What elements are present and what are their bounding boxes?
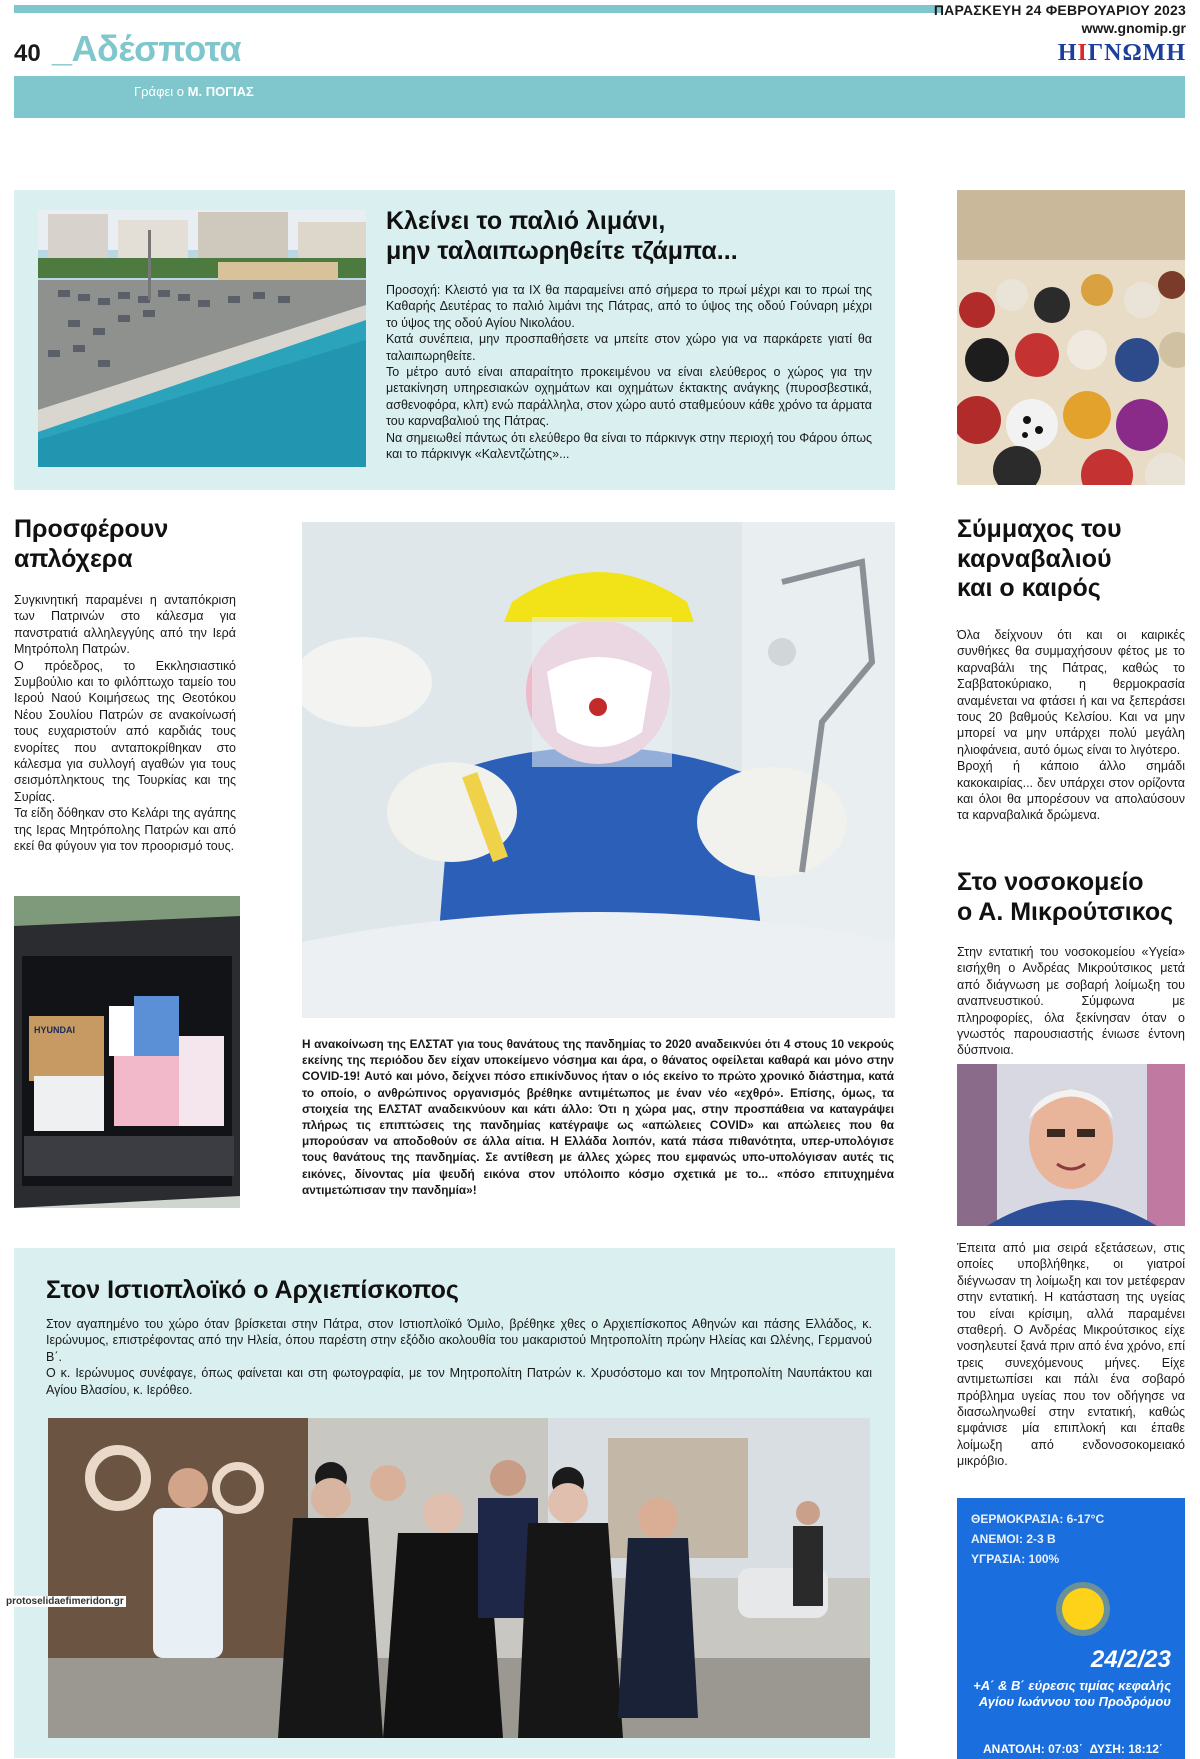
offering-paragraph: Συγκινητική παραμένει η ανταπόκριση των Πατρινών στο κάλεσμα για πανστρατιά αλληλεγγύης από την Ιερά Μητρόπολη Πατρών. [14, 593, 236, 657]
weather-paragraph: Βροχή ή κάποιο άλλο σημάδι κακοκαιρίας... δεν υπάρχει στον ορίζοντα και όλοι θα μπορέσουν να απολαύσουν τα καρναβαλικά δρώμενα. [957, 759, 1185, 823]
harbor-body [386, 282, 872, 462]
byline-author: Μ. ΠΟΓΙΑΣ [187, 84, 254, 99]
archbishop-group-photo [48, 1418, 870, 1738]
carnival-crowd-photo [957, 190, 1185, 485]
sun-times [983, 1742, 1163, 1756]
logo-left: Η [1057, 40, 1078, 66]
weather-humidity: ΥΓΡΑΣΙΑ: 100% [971, 1552, 1060, 1566]
section-title: _Αδέσποτα [52, 28, 241, 69]
archbishop-paragraph: Ο κ. Ιερώνυμος συνέφαγε, όπως φαίνεται και στη φωτογραφία, με τον Μητροπολίτη Πατρών κ. Χρυσόστομο και τον Μητροπολίτη Ναυπάκτου και Αγίου Βλασίου, κ. Ιερόθεο. [46, 1366, 872, 1397]
harbor-title-line2: μην ταλαιπωρηθείτε τζάμπα... [386, 236, 738, 265]
offering-paragraph: Τα είδη δόθηκαν στο Κελάρι της αγάπης της Ιερας Μητρόπολης Πατρών και από εκεί θα φύγουν για τον προορισμό τους. [14, 806, 236, 854]
offering-title-line1: Προσφέρουν [14, 515, 169, 543]
watermark: protoselidaefimeridon.gr [6, 1596, 124, 1607]
site-url[interactable]: www.gnomip.gr [1081, 20, 1186, 36]
weather-title-line3: και ο καιρός [957, 574, 1101, 602]
top-accent-bar [14, 5, 942, 13]
hospital-title [957, 868, 1185, 927]
harbor-photo [38, 210, 366, 467]
hospital-title-line1: Στο νοσοκομείο [957, 868, 1144, 896]
hospital-paragraph: Στην εντατική του νοσοκομείου «Υγεία» εισήχθη ο Ανδρέας Μικρούτσικος μετά από διάγνωση με σοβαρή λοίμωξη του αναπνευστικού. Σύμφωνα με πληροφορίες, όλα ξεκίνησαν όταν ο γνωστός παρουσιαστής ένιωσε έντονη δύσπνοια. [957, 945, 1185, 1058]
weather-box [957, 1498, 1185, 1759]
logo-mark: I [1077, 40, 1088, 66]
weather-article-title [957, 515, 1185, 604]
sun-icon [1062, 1588, 1104, 1630]
weather-temperature: ΘΕΡΜΟΚΡΑΣΙΑ: 6-17°C [971, 1512, 1105, 1526]
weather-winds: ΑΝΕΜΟΙ: 2-3 Β [971, 1532, 1056, 1546]
offering-title-line2: απλόχερα [14, 544, 133, 573]
hospital-title-line2: ο Α. Μικρούτσικος [957, 897, 1174, 926]
archbishop-body [46, 1316, 872, 1398]
harbor-title-line1: Κλείνει το παλιό λιμάνι, [386, 207, 666, 235]
harbor-paragraph: Το μέτρο αυτό είναι απαραίτητο προκειμένου να είναι ελεύθερος ο χώρος για την μετακίνηση υπηρεσιακών οχημάτων και οχημάτων έκτακτης ανάγκης (πυροσβεστικά, ασθενοφόρα, κλπ) ενώ παράλληλα, στον χώρο αυτό σταθμεύουν κάθε χρόνο τα άρματα του καρναβαλιού της Πάτρας. [386, 365, 872, 429]
covid-nurse-photo [302, 522, 895, 1018]
logo-right: ΓΝΩΜΗ [1087, 40, 1186, 66]
offering-title [14, 515, 234, 574]
harbor-paragraph: Προσοχή: Κλειστό για τα ΙΧ θα παραμείνει από σήμερα το πρωί μέχρι και το πρωί της Καθαρής Δευτέρας το παλιό λιμάνι της Πάτρας, από το ύψος της οδού Γούναρη μέχρι το ύψος της οδού Αγίου Νικολάου. [386, 283, 872, 330]
covid-paragraph: Η ανακοίνωση της ΕΛΣΤΑΤ για τους θανάτους της πανδημίας το 2020 αναδεικνύει ότι 4 στους 10 νεκρούς εκείνης της περιόδου δεν είχαν υποκείμενο νόσημα και άρα, ο θάνατος οφείλεται καθαρά και μόνο στην COVID-19! Αυτό και μόνο, δείχνει πόσο επικίνδυνος ήταν ο ιός εκείνο το πρώτο χρονικό διάστημα, κατά το οποίο, ο ανθρώπινος οργανισμός βρέθηκε αντιμέτωπος με έναν νέο «εχθρό». Επίσης, όμως, τα στοιχεία της ΕΛΣΤΑΤ αναδεικνύουν και κάτι άλλο: Ότι η χώρα μας, στην προσπάθεια να καταγράψει πλήρως τις επιπτώσεις της πανδημίας κατέγραψε ως «απώλειες COVID» και απώλειες που θα μπορούσαν να αποδοθούν σε άλλα αίτια. Η Ελλάδα λοιπόν, κατά πάσα πιθανότητα, υπερ-υπολόγισε τους θανάτους της πανδημίας. Σε αντίθεση με άλλες χώρες που εμφανώς υπο-υπολόγισαν αυτές τις εικόνες, δίνοντας μία ψευδή εικόνα στον υπόλοιπο κόσμο σχετικά με το... «πόσο επιτυχημένα αντιμετώπισαν την πανδημία»! [302, 1037, 894, 1197]
archbishop-paragraph: Στον αγαπημένο του χώρο όταν βρίσκεται στην Πάτρα, στον Ιστιοπλοϊκό Όμιλο, βρέθηκε χθες ο Αρχιεπίσκοπος Αθηνών και πάσης Ελλάδος, κ. Ιερώνυμος, επιστρέφοντας από την Ηλεία, όπου παρέστη στην εξόδιο ακολουθία του μακαριστού Μητροπολίτη πρώην Ηλείας και Ωλένης, Γερμανού Β΄. [46, 1317, 872, 1364]
byline-prefix: Γράφει ο [134, 84, 188, 99]
weather-article-body [957, 627, 1185, 824]
offering-paragraph: Ο πρόεδρος, το Εκκλησιαστικό Συμβούλιο και το φιλόπτωχο ταμείο του Ιερού Ναού Κοιμήσεως της Θεοτόκου Νέου Σουλίου Πατρών σε ανακοίνωσή τους ευχαριστούν από καρδιάς τους ενορίτες που ανταποκρίθηκαν στο κάλεσμα για συλλογή αγαθών για τους σεισμόπληκτους της Τουρκίας και της Συρίας. [14, 658, 236, 804]
sunset: ΔΥΣΗ: 18:12΄ [1089, 1742, 1163, 1756]
offering-body [14, 592, 236, 855]
harbor-paragraph: Κατά συνέπεια, μην προσπαθήσετε να μπείτε στον χώρο για να παρκάρετε γιατί θα ταλαιπωρηθείτε. [386, 332, 872, 363]
archbishop-title: Στον Ιστιοπλοϊκό ο Αρχιεπίσκοπος [46, 1276, 459, 1304]
mikroutsikos-photo [957, 1064, 1185, 1226]
weather-date: 24/2/23 [1090, 1646, 1171, 1673]
harbor-paragraph: Να σημειωθεί πάντως ότι ελεύθερο θα είναι το πάρκινγκ στην περιοχή του Φάρου όπως και το πάρκινγκ «Καλεντζώτης»... [386, 430, 872, 462]
newspaper-logo[interactable] [1058, 40, 1186, 67]
donations-van-photo [14, 896, 240, 1208]
box-brand-text: HYUNDAI [34, 1025, 76, 1035]
byline [134, 84, 254, 99]
hospital-paragraph: Έπειτα από μια σειρά εξετάσεων, στις οποίες υποβλήθηκε, οι γιατροί διέγνωσαν τη λοίμωξη και τον μετέφεραν στην εντατική. Η κατάσταση της υγείας του είναι κρίσιμη, αλλά παραμένει σταθερή. Ο Ανδρέας Μικρούτσικος είχε νοσηλευτεί ξανά πριν από ένα χρόνο, επί τρεις συνεχόμενους μήνες. Είχε αντιμετωπίσει και πάλι ένα σοβαρό πρόβλημα υγείας που τον οδήγησε να διασωληνωθεί στην εντατική, καθώς εμφάνισε μία επιπλοκή και έπαθε λοίμωξη από ενδονοσοκομειακό μικρόβιο. [957, 1241, 1185, 1469]
page-number: 40 [14, 40, 41, 67]
weather-name-day: +Α΄ & Β΄ εύρεσις τιμίας κεφαλής Αγίου Ιωάννου του Προδρόμου [973, 1678, 1171, 1709]
covid-body [302, 1036, 894, 1198]
weather-paragraph: Όλα δείχνουν ότι και οι καιρικές συνθήκες θα συμμαχήσουν φέτος με το καρναβάλι της Πάτρας, καθώς το Σαββατοκύριακο, η θερμοκρασία αναμένεται να φτάσει ή και να ξεπεράσει τους 20 βαθμούς Κελσίου. Και να μην μπορεί να μην υπάρχει πολύ μεγάλη ηλιοφάνεια, αυτό όμως είναι το λιγότερο. [957, 628, 1185, 757]
hospital-body-1 [957, 944, 1185, 1059]
harbor-title [386, 207, 866, 266]
weather-title-line1: Σύμμαχος του [957, 515, 1122, 543]
sunrise: ΑΝΑΤΟΛΗ: 07:03΄ [983, 1742, 1083, 1756]
issue-date: ΠΑΡΑΣΚΕΥΗ 24 ΦΕΒΡΟΥΑΡΙΟΥ 2023 [933, 2, 1186, 18]
weather-title-line2: καρναβαλιού [957, 544, 1112, 573]
hospital-body-2 [957, 1240, 1185, 1470]
